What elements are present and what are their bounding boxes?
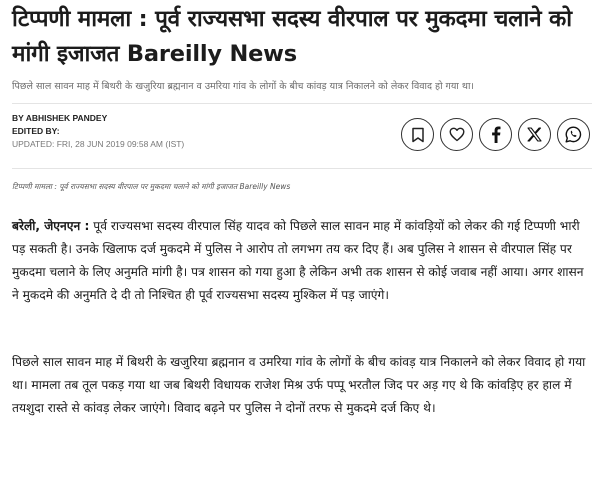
x-share-button[interactable] (518, 118, 551, 151)
article-meta-row (12, 112, 592, 168)
share-bar (401, 118, 590, 151)
breadcrumb: टिप्पणी मामला : पूर्व राज्यसभा सदस्य वीरपाल पर मुकदमा चलाने को मांगी इजाजत Bareilly News (12, 182, 291, 191)
bookmark-icon (411, 127, 425, 143)
bookmark-button[interactable] (401, 118, 434, 151)
byline (12, 112, 184, 151)
article-paragraph-2: पिछले साल सावन माह में बिथरी के खजुरिया ब्रह्मनान व उमरिया गांव के लोगों के बीच कांवड़ यात्र निकालने को लेकर विवाद हो गया था। मामला तब तूल पकड़ गया था जब बिथरी विधायक राजेश मिश्र उर्फ पप्पू भरतौल जिद पर अड़ गए थे कि कांवड़िए हर हाल में तयशुदा रास्ते से कांवड़ लेकर जाएंगे। विवाद बढ़ने पर पुलिस ने दोनों तरफ से मुकदमे दर्ज किए थे। (12, 355, 586, 415)
whatsapp-icon (565, 126, 582, 143)
article-paragraph-1 (12, 215, 592, 307)
x-icon (527, 127, 542, 142)
whatsapp-share-button[interactable] (557, 118, 590, 151)
updated-timestamp: UPDATED: FRI, 28 JUN 2019 09:58 AM (IST) (12, 139, 185, 149)
heart-icon (449, 127, 465, 142)
article (12, 0, 592, 420)
paragraph-1-text: पूर्व राज्यसभा सदस्य वीरपाल सिंह यादव को पिछले साल सावन माह में कांवड़ियों को लेकर की गई टिप्पणी भारी पड़ सकती है। उनके खिलाफ दर्ज मुकदमे में पुलिस ने आरोप तो लगभग तय कर दिए हैं। अब पुलिस ने शासन से वीरपाल सिंह पर मुकदमा चलाने के लिए अनुमति मांगी है। पत्र शासन को गया हुआ है लेकिन अभी तक शासन से कोई जवाब नहीं आया। अगर शासन ने मुकदमे की अनुमति दे दी तो निश्चित ही पूर्व राज्यसभा सदस्य मुश्किल में पड़ जाएंगे। (12, 219, 584, 302)
facebook-icon (491, 126, 501, 143)
author-name: BY ABHISHEK PANDEY (12, 113, 108, 123)
like-button[interactable] (440, 118, 473, 151)
facebook-share-button[interactable] (479, 118, 512, 151)
divider (12, 168, 592, 169)
article-headline: टिप्पणी मामला : पूर्व राज्यसभा सदस्य वीरपाल पर मुकदमा चलाने को मांगी इजाजत Bareilly News (12, 6, 572, 67)
article-summary: पिछले साल सावन माह में बिथरी के खजुरिया ब्रह्मनान व उमरिया गांव के लोगों के बीच कांवड़ यात्र निकालने को लेकर विवाद हो गया था। (12, 80, 592, 104)
dateline: बरेली, जेएनएन : (12, 219, 90, 233)
edited-by: EDITED BY: (12, 126, 60, 136)
